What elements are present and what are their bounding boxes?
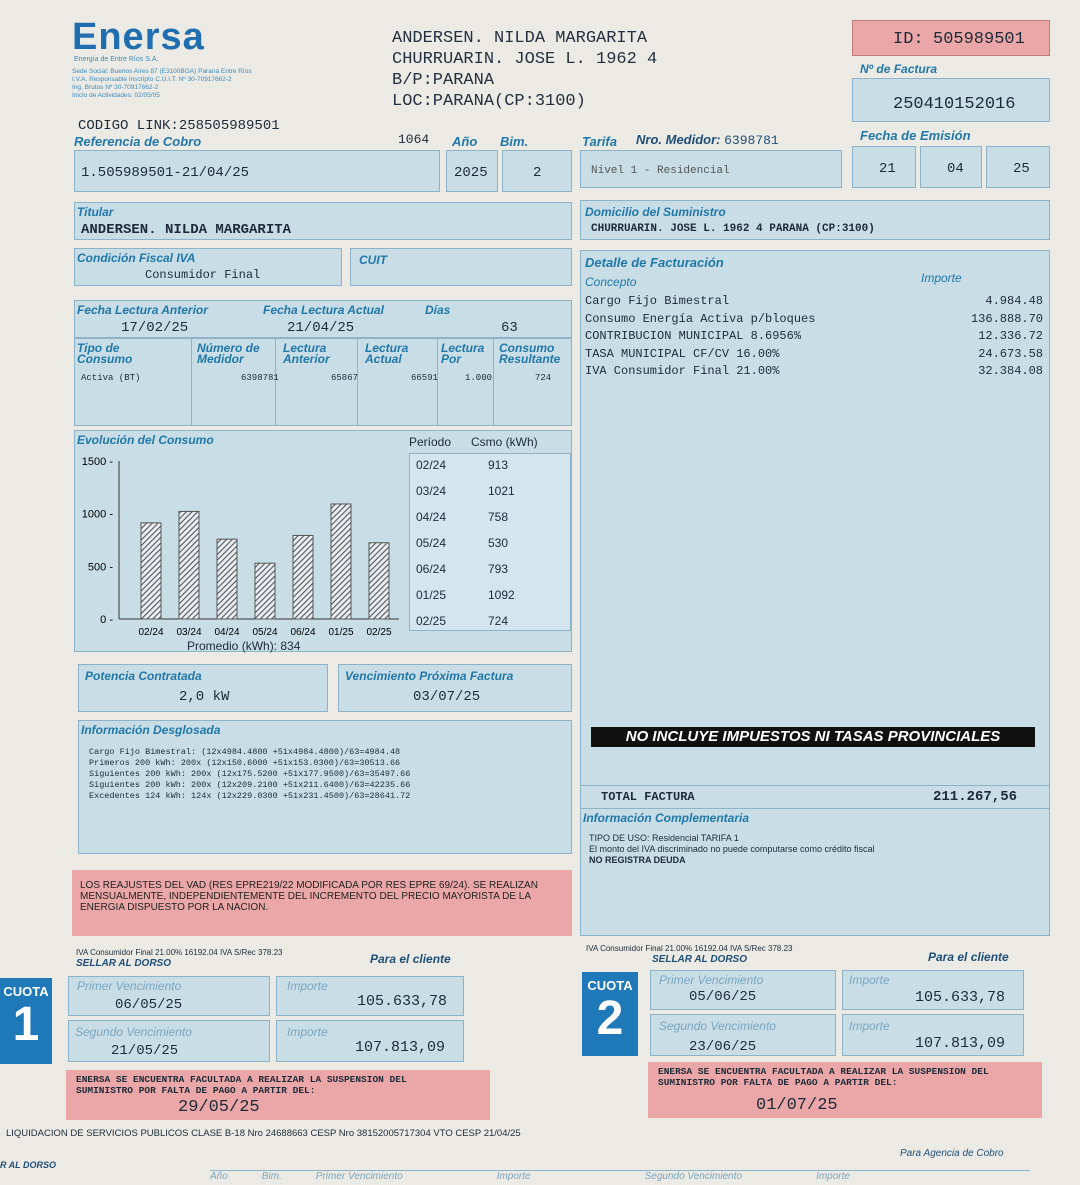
- titular-value: ANDERSEN. NILDA MARGARITA: [81, 222, 292, 238]
- emision-year-box: [986, 146, 1050, 188]
- desglose-line: Siguientes 200 kWh: 200x (12x209.2100 +51x211.6400)/63=42235.66: [89, 780, 411, 790]
- ref-value-box: [74, 150, 440, 192]
- lectura-anterior-value: 17/02/25: [121, 320, 189, 336]
- desglose-line: Siguientes 200 kWh: 200x (12x175.5200 +51x177.9500)/63=35497.66: [89, 769, 411, 779]
- id-value: 505989501: [933, 30, 1025, 49]
- desglose-line: Excedentes 124 kWh: 124x (12x229.0300 +51x231.4500)/63=28641.72: [89, 791, 411, 801]
- cuota2-v2-value: 23/06/25: [689, 1039, 757, 1055]
- total-row: [581, 785, 1049, 809]
- history-period: 04/24: [416, 510, 447, 524]
- customer-loc: LOC:PARANA(CP:3100): [392, 92, 586, 111]
- bar: [179, 511, 199, 619]
- invoice-number: 250410152016: [893, 95, 1016, 114]
- cuota1-i2: [276, 1020, 464, 1062]
- x-tick-label: 05/24: [252, 627, 278, 637]
- id-box: [852, 20, 1050, 56]
- desglose-lines: [89, 747, 410, 802]
- complementaria-text: [589, 833, 874, 866]
- emision-month-box: [920, 146, 982, 188]
- vencimiento-box: [338, 664, 572, 712]
- desglose-line: Primeros 200 kWh: 200x (12x150.6000 +51x153.0300)/63=30513.66: [89, 758, 401, 768]
- footer-col: Primer Vencimiento: [315, 1171, 403, 1182]
- cuota2-v1-value: 05/06/25: [689, 989, 757, 1005]
- bar: [369, 543, 389, 619]
- company-info: [72, 68, 252, 100]
- year-label: Año: [452, 134, 478, 149]
- bim-value: 2: [533, 165, 542, 181]
- no-incluye-banner: NO INCLUYE IMPUESTOS NI TASAS PROVINCIALES: [591, 727, 1035, 747]
- potencia-label: Potencia Contratada: [85, 669, 202, 683]
- row-lectura-anterior: 65867: [331, 373, 359, 383]
- cuota1-aviso: [66, 1070, 490, 1120]
- domicilio-value: CHURRUARIN. JOSE L. 1962 4 PARANA (CP:3100): [591, 223, 875, 235]
- csmo-label: Csmo (kWh): [471, 435, 538, 449]
- emision-day: 21: [879, 161, 896, 177]
- cuota1-i1-value: 105.633,78: [357, 993, 448, 1010]
- consumo-table: [74, 338, 572, 426]
- total-value: 211.267,56: [933, 789, 1018, 805]
- cuota2-i1-label: Importe: [849, 973, 890, 987]
- company-line: Sede Social: Buenos Aires 87 (E3100BGA) Paraná Entre Ríos: [72, 68, 252, 75]
- id-label: ID:: [893, 30, 924, 49]
- cuit-label: CUIT: [359, 253, 387, 267]
- history-period: 03/24: [416, 484, 447, 498]
- x-tick-label: 02/24: [138, 627, 164, 637]
- cuota2-i2-label: Importe: [849, 1019, 890, 1033]
- cuota1-iva: IVA Consumidor Final 21.00% 16192.04 IVA S/Rec 378.23: [76, 948, 283, 957]
- cuota2-i1: [842, 970, 1024, 1010]
- evolucion-label: Evolución del Consumo: [77, 433, 214, 447]
- periodo-label: Período: [409, 435, 452, 449]
- detalle-label: Detalle de Facturación: [585, 255, 724, 270]
- promedio: Promedio (kWh): 834: [187, 639, 301, 653]
- complementaria-label: Información Complementaria: [583, 811, 750, 825]
- total-label: TOTAL FACTURA: [601, 790, 695, 804]
- customer-address: CHURRUARIN. JOSE L. 1962 4: [392, 50, 658, 69]
- history-table: [409, 453, 571, 631]
- consumption-chart: [75, 447, 405, 637]
- cuit-box: [350, 248, 572, 286]
- x-tick-label: 04/24: [214, 627, 240, 637]
- medidor-label-text: Nro. Medidor:: [636, 132, 721, 147]
- col-lectura-por: Lectura Por: [441, 341, 485, 366]
- cuota2-v2: [650, 1014, 836, 1056]
- detalle-item: TASA MUNICIPAL CF/CV 16.00% 24.673.58: [585, 346, 1043, 361]
- footer-col: Importe: [816, 1171, 850, 1182]
- ref-label: Referencia de Cobro: [74, 134, 202, 149]
- y-tick-label: 0 -: [100, 614, 113, 626]
- cuota1-number: 1: [12, 998, 40, 1051]
- history-value: 1021: [488, 484, 515, 498]
- row-medidor: 6398781: [241, 373, 279, 383]
- history-period: 02/25: [416, 614, 447, 628]
- medidor-label: [636, 132, 779, 148]
- history-value: 530: [488, 536, 509, 550]
- cuota2-label: CUOTA: [587, 978, 633, 993]
- cuota1-badge: [0, 978, 52, 1064]
- cuota2-number: 2: [596, 992, 624, 1045]
- cuota2-i2-value: 107.813,09: [915, 1035, 1006, 1052]
- cuota1-label: CUOTA: [3, 984, 49, 999]
- vencimiento-value: 03/07/25: [413, 689, 481, 705]
- company-line: Inicio de Actividades: 02/05/05: [72, 92, 160, 99]
- detalle-item: Cargo Fijo Bimestral 4.984.48: [585, 294, 1043, 308]
- detalle-box: [580, 250, 1050, 936]
- brand-logo: Enersa: [72, 16, 205, 58]
- brand-subtitle: Energía de Entre Ríos S.A.: [74, 56, 159, 63]
- footer-agencia: Para Agencia de Cobro: [900, 1148, 1004, 1159]
- desglose-label: Información Desglosada: [81, 723, 221, 737]
- cuota1-v1: [68, 976, 270, 1016]
- cuota2-badge: [582, 972, 638, 1056]
- lectura-actual-value: 21/04/25: [287, 320, 355, 336]
- potencia-box: [78, 664, 328, 712]
- complementaria-line: NO REGISTRA DEUDA: [589, 855, 686, 865]
- history-value: 793: [488, 562, 509, 576]
- titular-box: [74, 202, 572, 240]
- bar: [331, 504, 351, 619]
- cuota1-v2-value: 21/05/25: [111, 1043, 179, 1059]
- history-value: 758: [488, 510, 509, 524]
- titular-label: Titular: [77, 205, 114, 219]
- footer-sellar: R AL DORSO: [0, 1160, 57, 1170]
- col-tipo: Tipo de Consumo: [77, 341, 133, 366]
- col-consumo: Consumo Resultante: [499, 341, 561, 366]
- detalle-item: IVA Consumidor Final 21.00% 32.384.08: [585, 364, 1043, 378]
- row-tipo: Activa (BT): [81, 373, 141, 383]
- col-lectura-actual: Lectura Actual: [365, 341, 409, 366]
- x-tick-label: 01/25: [328, 627, 354, 637]
- y-tick-label: 1000 -: [81, 508, 113, 521]
- codigo-link: CODIGO LINK:258505989501: [78, 118, 280, 134]
- cuota2-para: Para el cliente: [928, 950, 1009, 964]
- cuota2-aviso-text: ENERSA SE ENCUENTRA FACULTADA A REALIZAR LA SUSPENSION DEL SUMINISTRO POR FALTA DE PAGO A PARTIR DEL:: [658, 1066, 989, 1088]
- y-tick-label: 500 -: [87, 561, 113, 574]
- bar: [141, 523, 161, 619]
- desglose-box: [78, 720, 572, 854]
- history-value: 724: [488, 614, 509, 628]
- company-line: I.V.A. Responsable Inscripto C.U.I.T. Nº 30-70917662-2: [72, 76, 232, 83]
- customer-bp: B/P:PARANA: [392, 71, 495, 90]
- history-period: 02/24: [416, 458, 447, 472]
- company-line: Ing. Brutos Nº 30-70917662-2: [72, 84, 159, 91]
- cuota2-i2: [842, 1014, 1024, 1056]
- vencimiento-label: Vencimiento Próxima Factura: [345, 669, 514, 683]
- row-consumo: 724: [535, 373, 552, 383]
- domicilio-box: [580, 200, 1050, 240]
- detalle-item: Consumo Energía Activa p/bloques 136.888.70: [585, 311, 1043, 326]
- lectura-anterior-label: Fecha Lectura Anterior: [77, 303, 208, 317]
- complementaria-line: El monto del IVA discriminado no puede computarse como crédito fiscal: [589, 844, 875, 854]
- x-tick-label: 02/25: [366, 627, 392, 637]
- row-lectura-actual: 66591: [411, 373, 439, 383]
- lectura-dates-box: [74, 300, 572, 338]
- cuota1-i1-label: Importe: [287, 979, 328, 993]
- emision-label: Fecha de Emisión: [860, 128, 971, 143]
- cuota2-aviso-fecha: 01/07/25: [756, 1096, 838, 1115]
- y-tick-label: 1500 -: [81, 456, 113, 468]
- dias-value: 63: [501, 320, 518, 336]
- year-value: 2025: [454, 165, 488, 181]
- cuota1-v1-label: Primer Vencimiento: [77, 979, 182, 993]
- dias-label: Días: [425, 303, 451, 317]
- cuota1-i2-label: Importe: [287, 1025, 328, 1039]
- year-box: [446, 150, 498, 192]
- reajuste-notice: LOS REAJUSTES DEL VAD (RES EPRE219/22 MODIFICADA POR RES EPRE 69/24). SE REALIZAN MENSUALMENTE, INDEPENDIENTEMENTE DEL INCREMENTO DEL PRECIO MAYORISTA DE LA ENERGIA DISPUESTO POR LA NACION.: [72, 870, 572, 936]
- tarifa-label: Tarifa: [582, 134, 617, 149]
- desglose-line: Cargo Fijo Bimestral: (12x4984.4800 +51x4984.4800)/63=4984.48: [89, 747, 401, 757]
- concepto-label: Concepto: [585, 275, 637, 289]
- detalle-items: [585, 293, 1043, 381]
- cuota2-iva: IVA Consumidor Final 21.00% 16192.04 IVA S/Rec 378.23: [586, 944, 793, 953]
- footer-col: Año: [210, 1171, 228, 1182]
- x-tick-label: 03/24: [176, 627, 202, 637]
- x-tick-label: 06/24: [290, 627, 316, 637]
- bar: [217, 539, 237, 619]
- cuota1-aviso-text: ENERSA SE ENCUENTRA FACULTADA A REALIZAR LA SUSPENSION DEL SUMINISTRO POR FALTA DE PAGO A PARTIR DEL:: [76, 1074, 407, 1096]
- history-period: 06/24: [416, 562, 447, 576]
- footer-col: Importe: [496, 1171, 531, 1182]
- cuota1-v1-value: 06/05/25: [115, 997, 183, 1013]
- potencia-value: 2,0 kW: [179, 689, 230, 705]
- liquidacion-line: LIQUIDACION DE SERVICIOS PUBLICOS CLASE B-18 Nro 24688663 CESP Nro 38152005717304 VTO CESP 21/04/25: [6, 1128, 521, 1139]
- ref-value: 1.505989501-21/04/25: [81, 165, 250, 181]
- detalle-item: CONTRIBUCION MUNICIPAL 8.6956% 12.336.72: [585, 329, 1043, 343]
- cuota1-i1: [276, 976, 464, 1016]
- row-lectura-por: 1.000: [465, 373, 493, 383]
- cuota2-aviso: [648, 1062, 1042, 1118]
- cuota1-aviso-fecha: 29/05/25: [178, 1098, 260, 1117]
- cuota2-v1: [650, 970, 836, 1010]
- bim-box: [502, 150, 572, 192]
- cuota1-v2-label: Segundo Vencimiento: [75, 1025, 192, 1039]
- cuota2-sellar: SELLAR AL DORSO: [652, 954, 748, 965]
- history-value: 1092: [488, 588, 515, 602]
- history-period: 05/24: [416, 536, 447, 550]
- evolucion-box: [74, 430, 572, 652]
- tarifa-value: Nivel 1 - Residencial: [591, 165, 730, 177]
- tarifa-box: [580, 150, 842, 188]
- col-medidor: Número de Medidor: [197, 341, 260, 366]
- invoice-number-label: Nº de Factura: [860, 62, 938, 76]
- emision-year: 25: [1013, 161, 1030, 177]
- customer-name: ANDERSEN. NILDA MARGARITA: [392, 29, 648, 48]
- domicilio-label: Domicilio del Suministro: [585, 205, 726, 219]
- invoice-number-box: [852, 78, 1050, 122]
- cuota1-v2: [68, 1020, 270, 1062]
- cuota1-i2-value: 107.813,09: [355, 1039, 446, 1056]
- lectura-actual-label: Fecha Lectura Actual: [263, 303, 384, 317]
- fiscal-box: [74, 248, 342, 286]
- history-period: 01/25: [416, 588, 447, 602]
- importe-label: Importe: [921, 271, 962, 285]
- cuota2-i1-value: 105.633,78: [915, 989, 1006, 1006]
- cuota1-sellar: SELLAR AL DORSO: [76, 958, 172, 969]
- footer-col: Bim.: [261, 1171, 282, 1182]
- cuota2-v1-label: Primer Vencimiento: [659, 973, 764, 987]
- fiscal-label: Condición Fiscal IVA: [77, 251, 196, 265]
- col-lectura-anterior: Lectura Anterior: [283, 341, 330, 366]
- bar: [293, 535, 313, 619]
- history-value: 913: [488, 458, 509, 472]
- emision-day-box: [852, 146, 916, 188]
- ref-extra: 1064: [398, 132, 430, 147]
- medidor-number: 6398781: [724, 133, 779, 148]
- complementaria-line: TIPO DE USO: Residencial TARIFA 1: [589, 833, 739, 843]
- customer-block: [392, 28, 657, 112]
- fiscal-value: Consumidor Final: [145, 268, 261, 282]
- emision-month: 04: [947, 161, 964, 177]
- bim-label: Bim.: [500, 134, 529, 149]
- cuota1-para: Para el cliente: [370, 952, 451, 966]
- cuota2-v2-label: Segundo Vencimiento: [659, 1019, 776, 1033]
- footer-cols: [210, 1170, 1030, 1185]
- bar: [255, 563, 275, 619]
- footer-col: Segundo Vencimiento: [644, 1171, 743, 1182]
